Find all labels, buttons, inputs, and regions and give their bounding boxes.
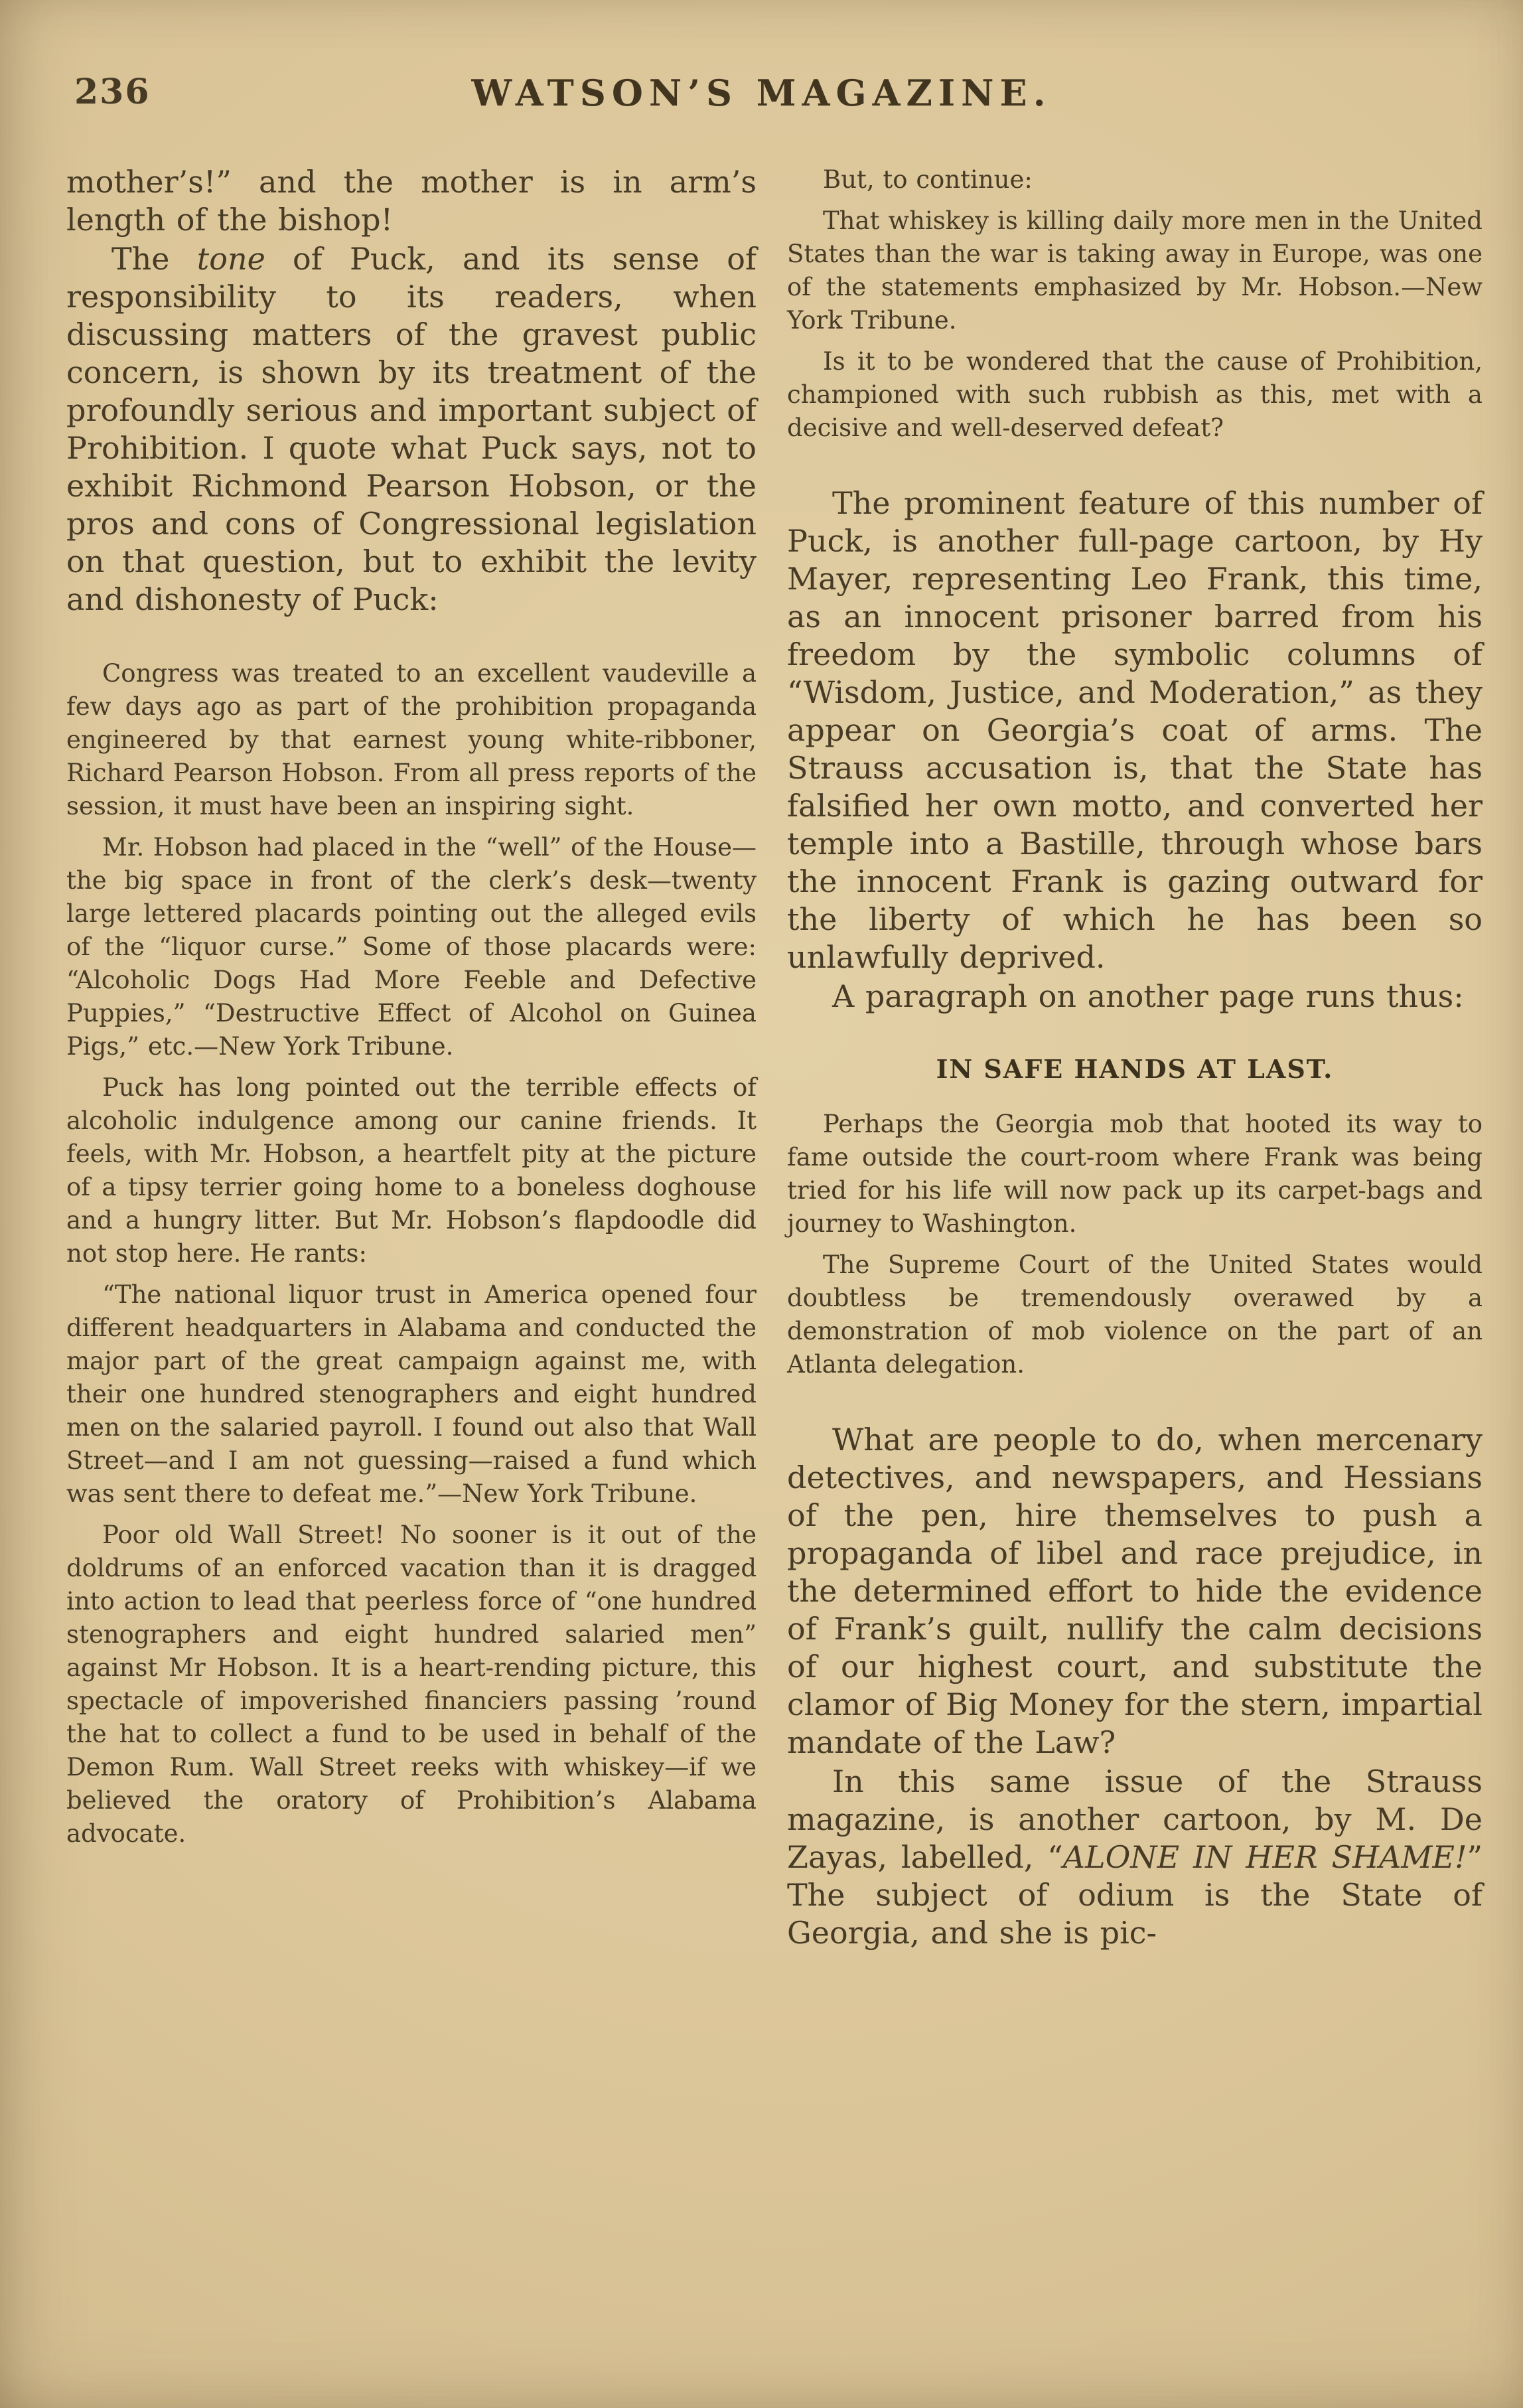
text-run: That whiskey is killing daily more men in the United States than the war is taking away in Europe, was one of the statements emphasized by Mr. Hobson.—New York Tribune. (787, 206, 1483, 335)
paragraph (66, 1519, 757, 1850)
text-run: The Supreme Court of the United States would doubtless be tremendously overawed by a demonstration of mob violence on the part of an Atlanta delegation. (787, 1250, 1483, 1379)
paragraph (787, 1108, 1483, 1241)
text-run: ” The subject of odium is the State of Georgia, and she is pic- (787, 1839, 1483, 1951)
section-heading (787, 1054, 1483, 1084)
paragraph (787, 1421, 1483, 1762)
text-run: tone (196, 241, 265, 277)
text-run: Poor old Wall Street! No sooner is it out of the doldrums of an enforced vacation than it is dragged into action to lead that peerless force of “one hundred stenographers and eight hundred salaried men” against Mr Hobson. It is a heart-rending picture, this spectacle of impoverished financiers passing ’round the hat to collect a fund to be used in behalf of the Demon Rum. Wall Street reeks with whiskey—if we believed the oratory of Prohibition’s Alabama advocate. (66, 1521, 757, 1848)
paragraph (787, 485, 1483, 976)
paragraph (66, 163, 757, 239)
paragraph (66, 1071, 757, 1270)
text-run: A paragraph on another page runs thus: (832, 978, 1464, 1014)
text-run: In this same issue of the Strauss magazine, is another cartoon, by M. De Zayas, labelled, “ (787, 1764, 1483, 1875)
text-run: The (111, 241, 197, 277)
paragraph (66, 657, 757, 823)
text-run: Perhaps the Georgia mob that hooted its way to fame outside the court-room where Frank was being tried for his life will now pack up its carpet-bags and journey to Washington. (787, 1110, 1483, 1238)
paragraph (66, 1278, 757, 1511)
text-run: of Puck, and its sense of responsibility to its readers, when discussing matters of the gravest public concern, is shown by its treatment of the profoundly serious and important subject of Prohibition. I quote what Puck says, not to exhibit Richmond Pearson Hobson, or the pros and cons of Congressional legislation on that question, but to exhibit the levity and dishonesty of Puck: (66, 241, 757, 617)
page-header (0, 72, 1523, 125)
text-run: IN SAFE HANDS AT LAST. (936, 1054, 1334, 1084)
paragraph (787, 1763, 1483, 1952)
magazine-title: WATSON’S MAGAZINE. (471, 72, 1052, 114)
text-run: Is it to be wondered that the cause of Prohibition, championed with such rubbish as this, met with a decisive and well-deserved defeat? (787, 347, 1483, 442)
paragraph (787, 978, 1483, 1016)
text-run: “The national liquor trust in America opened four different headquarters in Alabama and conducted the major part of the great campaign against me, with their one hundred stenographers and eight hundred men on the salaried payroll. I found out also that Wall Street—and I am not guessing—raised a fund which was sent there to defeat me.”—New York Tribune. (66, 1280, 757, 1508)
paragraph (66, 240, 757, 619)
paragraph (787, 345, 1483, 445)
text-run: But, to continue: (823, 165, 1033, 194)
paragraph (787, 163, 1483, 196)
text-run: ALONE IN HER SHAME! (1062, 1839, 1467, 1875)
text-run: The prominent feature of this number of Puck, is another full-page cartoon, by Hy Mayer, representing Leo Frank, this time, as an innocent prisoner barred from his freedom by the symbolic columns of “Wisdom, Justice, and Moderation,” as they appear on Georgia’s coat of arms. The Strauss accusation is, that the State has falsified her own motto, and converted her temple into a Bastille, through whose bars the innocent Frank is gazing outward for the liberty of which he has been so unlawfully deprived. (787, 485, 1483, 975)
text-run: What are people to do, when mercenary detectives, and newspapers, and Hessians of the pen, hire themselves to push a propaganda of libel and race prejudice, in the determined effort to hide the evidence of Frank’s guilt, nullify the calm decisions of our highest court, and substitute the clamor of Big Money for the stern, impartial mandate of the Law? (787, 1422, 1483, 1760)
right-column (787, 163, 1483, 1952)
text-run: Mr. Hobson had placed in the “well” of the House—the big space in front of the clerk’s desk—twenty large lettered placards pointing out the alleged evils of the “liquor curse.” Some of those placards were: “Alcoholic Dogs Had More Feeble and Defective Puppies,” “Destructive Effect of Alcohol on Guinea Pigs,” etc.—New York Tribune. (66, 833, 757, 1061)
paragraph (787, 204, 1483, 337)
left-column (66, 163, 757, 1850)
text-run: Congress was treated to an excellent vaudeville a few days ago as part of the prohibition propaganda engineered by that earnest young white-ribboner, Richard Pearson Hobson. From all press reports of the session, it must have been an inspiring sight. (66, 659, 757, 820)
text-run: mother’s!” and the mother is in arm’s length of the bishop! (66, 164, 757, 238)
paragraph (66, 831, 757, 1063)
paragraph (787, 1248, 1483, 1381)
text-run: Puck has long pointed out the terrible effects of alcoholic indulgence among our canine friends. It feels, with Mr. Hobson, a heartfelt pity at the picture of a tipsy terrier going home to a boneless doghouse and a hungry litter. But Mr. Hobson’s flapdoodle did not stop here. He rants: (66, 1073, 757, 1268)
page-number: 236 (74, 72, 151, 112)
